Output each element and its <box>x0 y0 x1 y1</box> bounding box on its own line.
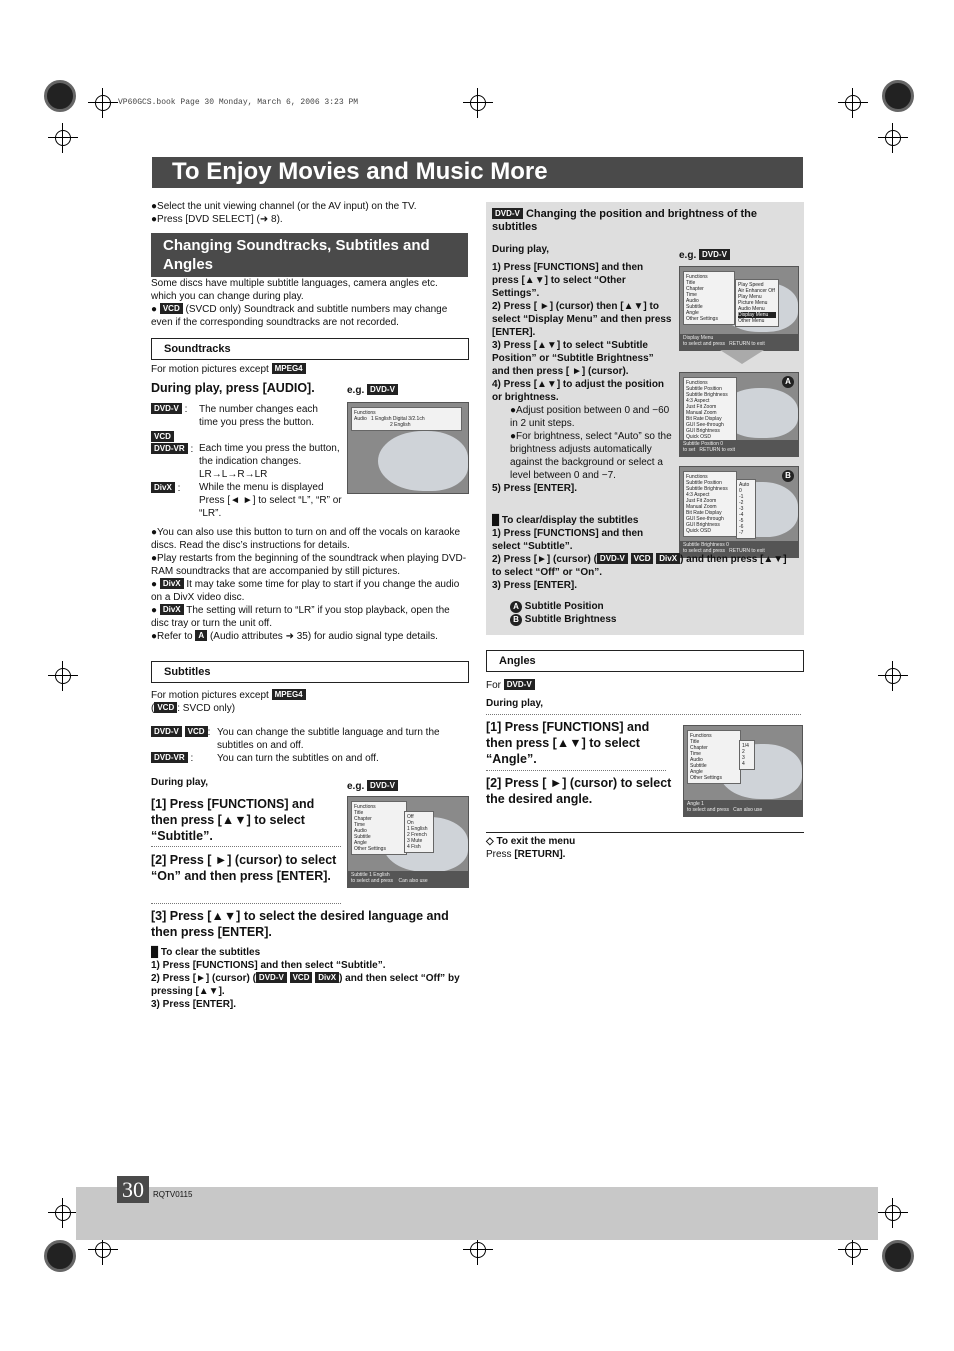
vcd-badge: VCD <box>631 553 654 564</box>
soundtracks-step: During play, press [AUDIO]. <box>151 381 315 395</box>
footer-text: to set <box>683 447 696 453</box>
menu-item: Manual Zoom <box>686 504 717 510</box>
footer-text: to exit <box>751 548 765 554</box>
for-text: For <box>486 680 501 691</box>
mpeg4-badge: MPEG4 <box>272 363 306 374</box>
eg-label <box>347 780 398 793</box>
crosshair-mark <box>885 130 901 146</box>
popup-item: 4 Fish <box>407 844 421 850</box>
popup-item: -6 <box>739 524 744 530</box>
step-item: 1) Press [FUNCTIONS] and then press [▲▼] to select “Other Settings”. <box>492 262 644 299</box>
dvdv-badge: DVD-V <box>504 679 535 690</box>
crosshair-mark <box>845 95 861 111</box>
registration-dot <box>44 80 76 112</box>
crosshair-mark <box>470 1242 486 1258</box>
registration-dot <box>882 1240 914 1272</box>
menu-item: Title <box>686 280 696 286</box>
popup-item: Other Menu <box>738 318 765 324</box>
subtitles-heading: Subtitles <box>151 661 469 683</box>
menu-item: Subtitle <box>354 834 371 840</box>
footer-text: Angle 1 <box>687 801 704 807</box>
menu-item: GUI Brightness <box>686 522 720 528</box>
subtitle-step-2: [2] Press [ ►] (cursor) to select “On” and then press [ENTER]. <box>151 853 337 883</box>
popup-item: 1/4 <box>742 743 749 749</box>
menu-item: Quick OSD <box>686 528 712 534</box>
clear-step: 3) Press [ENTER]. <box>492 580 578 591</box>
clear-step: 1) Press [FUNCTIONS] and then select “Subtitle”. <box>492 528 644 552</box>
crosshair-mark <box>845 1242 861 1258</box>
angles-for <box>486 679 535 692</box>
popup-item: Play Menu <box>738 294 762 300</box>
vcd-badge: VCD <box>160 303 183 314</box>
crosshair-mark <box>55 668 71 684</box>
dvdvr-desc: You can turn the subtitles on and off. <box>217 753 379 764</box>
step-item: 5) Press [ENTER]. <box>492 483 578 494</box>
angle-step-2: [2] Press [ ►] (cursor) to select the desired angle. <box>486 776 672 806</box>
crosshair-mark <box>95 95 111 111</box>
menu-item: Just Fit Zoom <box>686 404 717 410</box>
dvdv-badge: DVD-V <box>151 403 182 414</box>
menu-item: Other Settings <box>686 316 718 322</box>
during-play: During play, <box>151 777 209 788</box>
menu-item: Audio <box>686 298 699 304</box>
page-title: To Enjoy Movies and Music More <box>172 158 548 185</box>
position-screen <box>679 372 799 457</box>
menu-title: Functions <box>690 733 712 739</box>
clear-step: 2) Press [►] (cursor) ( <box>151 973 256 984</box>
menu-item: Audio <box>690 757 703 763</box>
popup-item: 3 <box>742 755 745 761</box>
footer-band <box>76 1187 878 1240</box>
menu-item: 4:3 Aspect <box>686 492 710 498</box>
menu-item: Angle <box>690 769 703 775</box>
eg-text: e.g. <box>679 250 697 261</box>
clear-subtitles: █ To clear the subtitles 1) Press [FUNCTIONS] and then select “Subtitle”. 2) Press [►] (cursor) ( DVD-V VCD DivX ) and then select “Off” by pressing [▲▼]. 3) Press [ENTER]. <box>151 946 471 1011</box>
angle-step-1: [1] Press [FUNCTIONS] and then press [▲▼] to select “Angle”. <box>486 720 650 766</box>
menu-item: 4:3 Aspect <box>686 398 710 404</box>
popup-item: 0 <box>739 488 742 494</box>
menu-item: Angle <box>354 840 367 846</box>
eg-text: e.g. <box>347 781 365 792</box>
dvdv-badge: DVD-V <box>256 972 287 983</box>
popup-item: Auto <box>739 482 750 488</box>
functions-menu <box>687 730 741 784</box>
exit-text: Press <box>486 849 512 860</box>
clear-step: 1) Press [FUNCTIONS] and then select “Subtitle”. <box>151 960 386 971</box>
dvdvr-badge: DVD-VR <box>151 443 188 454</box>
clear-title: To clear the subtitles <box>160 947 261 958</box>
subtitle-step-1: [1] Press [FUNCTIONS] and then press [▲▼] to select “Subtitle”. <box>151 797 315 843</box>
note: The setting will return to “LR” if you stop playback, open the disc tray or turn the unit off. <box>151 605 450 629</box>
soundtracks-except <box>151 363 306 376</box>
menu-title: Functions <box>686 274 708 280</box>
popup-item: On <box>407 820 414 826</box>
popup-item: 4 <box>742 761 745 767</box>
note: Refer to <box>157 631 193 642</box>
step-item: 2) Press [ ►] (cursor) then [▲▼] to select “Display Menu” and then press [ENTER]. <box>492 301 672 338</box>
footer-text: Can also use <box>398 878 428 884</box>
position-title <box>492 208 782 234</box>
menu-item: Chapter <box>690 745 708 751</box>
footer-text: to select and press <box>351 878 393 884</box>
note: It may take some time for play to start if you change the audio on a DivX video disc. <box>151 579 460 603</box>
clear-step: ) and then press [▲▼] to select “Off” or “On”. <box>492 554 787 578</box>
display-menu <box>683 377 737 443</box>
a-badge: A <box>195 630 207 641</box>
crosshair-mark <box>885 1205 901 1221</box>
popup-item: Audio Menu <box>738 306 765 312</box>
angle-screen <box>683 725 803 817</box>
display-menu-screen <box>679 266 799 351</box>
dvdv-badge: DVD-V <box>367 384 398 395</box>
dvdv-badge: DVD-V <box>492 208 523 219</box>
menu-item: Subtitle Brightness <box>686 392 728 398</box>
vcd-badge: VCD <box>185 726 208 737</box>
dvdv-badge: DVD-V <box>597 553 628 564</box>
position-steps: 1) Press [FUNCTIONS] and then press [▲▼] to select “Other Settings”. 2) Press [ ►] (cursor) then [▲▼] to select “Display Menu” and then press [ENTER]. 3) Press [▲▼] to select “Subtitle Position” or “Subtitle Brightness” and then press [ ►] (cursor). 4) Press [▲▼] to adjust the position or brightness. ●Adjust position between 0 and −60 in 2 unit steps. ●For brightness, select “Auto” so the brightness adjusts automatically against the background or select a level between 0 and −7. 5) Press [ENTER]. <box>492 262 672 494</box>
divx-badge: DivX <box>656 553 680 564</box>
diamond-icon: ◇ <box>486 836 494 847</box>
registration-dot <box>44 1240 76 1272</box>
popup-item: -1 <box>739 494 744 500</box>
menu-title: Functions <box>354 804 376 810</box>
step-subitem: Adjust position between 0 and −60 in 2 unit steps. <box>510 405 670 429</box>
eg-text: e.g. <box>347 385 365 396</box>
eg-label <box>347 384 398 397</box>
divider <box>486 714 801 715</box>
menu-item: Title <box>690 739 700 745</box>
note: You can also use this button to turn on and off the vocals on karaoke discs. Read the disc’s instructions for details. <box>151 527 461 551</box>
popup-item: 2 French <box>407 832 427 838</box>
menu-item: 1 English Digital 3/2.1ch <box>370 416 425 422</box>
position-title-text: Changing the position and brightness of the subtitles <box>492 208 757 233</box>
vcd-badge: VCD <box>154 702 177 713</box>
menu-item: Time <box>354 822 365 828</box>
footer-text: to select and press <box>683 548 725 554</box>
divx-badge: DivX <box>315 972 339 983</box>
footer-text: Subtitle Position 0 <box>683 441 724 447</box>
popup-item: -4 <box>739 512 744 518</box>
section-intro-text: Some discs have multiple subtitle languages, camera angles etc. which you can change during play. <box>151 278 438 302</box>
screen-footer <box>680 334 798 350</box>
menu-item: Audio <box>354 416 367 422</box>
divider <box>486 770 666 771</box>
vcd-badge: VCD <box>151 431 174 442</box>
during-play: During play, <box>492 244 550 255</box>
subtitle-step-3: [3] Press [▲▼] to select the desired language and then press [ENTER]. <box>151 909 449 939</box>
section-intro: Some discs have multiple subtitle languages, camera angles etc. which you can change during play. ● VCD (SVCD only) Soundtrack and subtitle numbers may change even if the corresponding soundtracks are not recorded. <box>151 277 466 329</box>
intro-item: Press [DVD SELECT] (➜ 8). <box>157 214 283 225</box>
label-a: A <box>782 376 794 388</box>
footer-text: RETURN <box>699 447 721 453</box>
footer-text: to exit <box>751 341 765 347</box>
menu-item: Audio <box>354 828 367 834</box>
intro: ●Select the unit viewing channel (or the AV input) on the TV. ●Press [DVD SELECT] (➜ 8). <box>151 201 417 225</box>
soundtracks-notes: ●You can also use this button to turn on and off the vocals on karaoke discs. Read the disc’s instructions for details. ●Play restarts from the beginning of the soundtrack when playing DVD-RAM soundtracks that are accompanied by still pictures. ● DivX It may take some time for play to start if you change the audio on a DivX video disc. ● DivX The setting will return to “LR” if you stop playback, open the disc tray or turn the unit off. ●Refer to A (Audio attributes ➜ 35) for audio signal type details. <box>151 527 467 642</box>
divx-badge: DivX <box>160 578 184 589</box>
menu-item: GUI See-through <box>686 422 724 428</box>
menu-item: Subtitle <box>690 763 707 769</box>
popup-item: -2 <box>739 500 744 506</box>
menu-title: Functions <box>686 380 708 386</box>
during-play: During play, <box>486 698 544 709</box>
crosshair-mark <box>55 130 71 146</box>
exit-key: [RETURN]. <box>514 849 566 860</box>
footer-text: Display Menu <box>683 335 714 341</box>
dvdvr-badge: DVD-VR <box>151 752 188 763</box>
menu-item: Subtitle Position <box>686 480 722 486</box>
vcd-desc: Each time you press the button, the indication changes. LR→L→R→LR <box>199 443 340 480</box>
footer-text: to select and press <box>687 807 729 813</box>
svcd-text: : SVCD only) <box>177 703 236 714</box>
footer-text: to exit <box>721 447 735 453</box>
footer-text: to select and press <box>683 341 725 347</box>
except-text: For motion pictures except <box>151 364 269 375</box>
intro-item: Select the unit viewing channel (or the AV input) on the TV. <box>157 201 417 212</box>
popup-item: Play Speed <box>738 282 764 288</box>
crosshair-mark <box>885 668 901 684</box>
crosshair-mark <box>55 1205 71 1221</box>
subtitles-except: For motion pictures except MPEG4 ( VCD : SVCD only) <box>151 689 306 715</box>
menu-item: GUI Brightness <box>686 428 720 434</box>
dvdv-desc: The number changes each time you press the button. <box>199 404 318 428</box>
popup-item: -3 <box>739 506 744 512</box>
label-b: B <box>782 470 794 482</box>
clear-display-subtitles: █ To clear/display the subtitles 1) Press [FUNCTIONS] and then select “Subtitle”. 2) Press [►] (cursor) ( DVD-V VCD DivX ) and then press [▲▼] to select “Off” or “On”. 3) Press [ENTER]. <box>492 514 797 592</box>
divider <box>151 903 341 904</box>
popup-item: Air Enhancer Off <box>738 288 775 294</box>
clear-step: 3) Press [ENTER]. <box>151 999 237 1010</box>
popup-item: 1 English <box>407 826 428 832</box>
exit-title: To exit the menu <box>496 836 576 847</box>
menu-item: GUI See-through <box>686 516 724 522</box>
legend <box>510 600 616 626</box>
popup-item: -7 <box>739 530 744 536</box>
menu-item: Chapter <box>686 286 704 292</box>
menu-item: Title <box>354 810 364 816</box>
functions-menu <box>683 271 735 325</box>
popup-item: 3 Mute <box>407 838 423 844</box>
menu-title: Functions <box>354 410 376 416</box>
dvdv-badge: DVD-V <box>151 726 182 737</box>
subtitle-menu <box>351 801 407 855</box>
menu-item: Other Settings <box>354 846 386 852</box>
dolphin-image <box>378 431 468 491</box>
vcd-badge: VCD <box>290 972 313 983</box>
clear-title: To clear/display the subtitles <box>501 515 639 526</box>
footer-text: Can also use <box>733 807 763 813</box>
page-number: 30 <box>117 1176 149 1203</box>
menu-item: Manual Zoom <box>686 410 717 416</box>
section-note: (SVCD only) Soundtrack and subtitle numbers may change even if the corresponding soundtracks are not recorded. <box>151 304 448 328</box>
mpeg4-badge: MPEG4 <box>272 689 306 700</box>
page-title-bar <box>152 157 803 188</box>
menu-title: Functions <box>686 474 708 480</box>
except-text: For motion pictures except <box>151 690 269 701</box>
dvdv-badge: DVD-V <box>699 249 730 260</box>
dvdv-vcd-desc: You can change the subtitle language and turn the subtitles on and off. <box>217 727 440 751</box>
eg-label <box>679 249 730 262</box>
popup-item-selected: Display Menu <box>738 312 776 318</box>
label-b: B <box>510 614 522 626</box>
page-code: RQTV0115 <box>153 1190 193 1199</box>
dvdv-badge: DVD-V <box>367 780 398 791</box>
footer-text: RETURN <box>729 341 750 347</box>
screen-footer <box>680 440 798 456</box>
subtitle-screen <box>347 796 469 888</box>
menu-item: Time <box>686 292 697 298</box>
down-arrow-icon <box>720 350 764 364</box>
other-settings-popup <box>735 279 779 327</box>
menu-item: Subtitle Position <box>686 386 722 392</box>
footer-text: RETURN <box>729 548 750 554</box>
divx-badge: DivX <box>160 604 184 615</box>
popup-item: Picture Menu <box>738 300 768 306</box>
divider <box>486 832 804 833</box>
print-header: VP60GCS.book Page 30 Monday, March 6, 2006 3:23 PM <box>118 98 359 107</box>
section-heading: Changing Soundtracks, Subtitles and Angles <box>151 233 468 277</box>
footer-text: Subtitle Brightness 0 <box>683 542 729 548</box>
menu-item: Bit Rate Display <box>686 510 722 516</box>
soundtracks-heading: Soundtracks <box>151 338 469 360</box>
popup-item: Off <box>407 814 414 820</box>
clear-step: ) and then select “Off” by pressing [▲▼]. <box>151 973 460 997</box>
crosshair-mark <box>470 95 486 111</box>
menu-item: 2 English <box>390 422 411 428</box>
menu-item: Subtitle <box>686 304 703 310</box>
clear-step: 2) Press [►] (cursor) ( <box>492 554 597 565</box>
divx-desc: While the menu is displayed Press [◄ ►] to select “L”, “R” or “LR”. <box>199 482 342 519</box>
audio-menu <box>351 407 462 431</box>
menu-item: Just Fit Zoom <box>686 498 717 504</box>
step-item: 4) Press [▲▼] to adjust the position or brightness. <box>492 379 665 403</box>
note: Play restarts from the beginning of the soundtrack when playing DVD-RAM soundtracks that are accompanied by still pictures. <box>151 553 467 577</box>
popup-item: 2 <box>742 749 745 755</box>
angles-heading: Angles <box>486 650 804 672</box>
crosshair-mark <box>95 1242 111 1258</box>
screen-footer <box>348 871 468 887</box>
divider <box>151 846 341 847</box>
menu-item: Other Settings <box>690 775 722 781</box>
divx-badge: DivX <box>151 482 175 493</box>
popup-item: -5 <box>739 518 744 524</box>
menu-item: Time <box>690 751 701 757</box>
exit-menu <box>486 835 575 861</box>
menu-item: Bit Rate Display <box>686 416 722 422</box>
menu-item: Quick OSD <box>686 434 712 440</box>
footer-text: Subtitle 1 English <box>351 872 390 878</box>
screen-footer <box>684 800 802 816</box>
step-subitem: For brightness, select “Auto” so the brightness adjusts automatically against the background or select a level between 0 and −7. <box>510 431 672 481</box>
menu-item: Chapter <box>354 816 372 822</box>
registration-dot <box>882 80 914 112</box>
menu-item: Angle <box>686 310 699 316</box>
step-item: 3) Press [▲▼] to select “Subtitle Position” or “Subtitle Brightness” and then press [ ►] (cursor). <box>492 340 654 377</box>
subtitle-popup <box>404 811 434 853</box>
angle-popup <box>739 740 755 770</box>
legend-text: Subtitle Brightness <box>524 614 617 625</box>
audio-screen <box>347 402 469 494</box>
label-a: A <box>510 601 522 613</box>
legend-text: Subtitle Position <box>524 601 604 612</box>
menu-item: Subtitle Brightness <box>686 486 728 492</box>
note: (Audio attributes ➜ 35) for audio signal type details. <box>209 631 438 642</box>
